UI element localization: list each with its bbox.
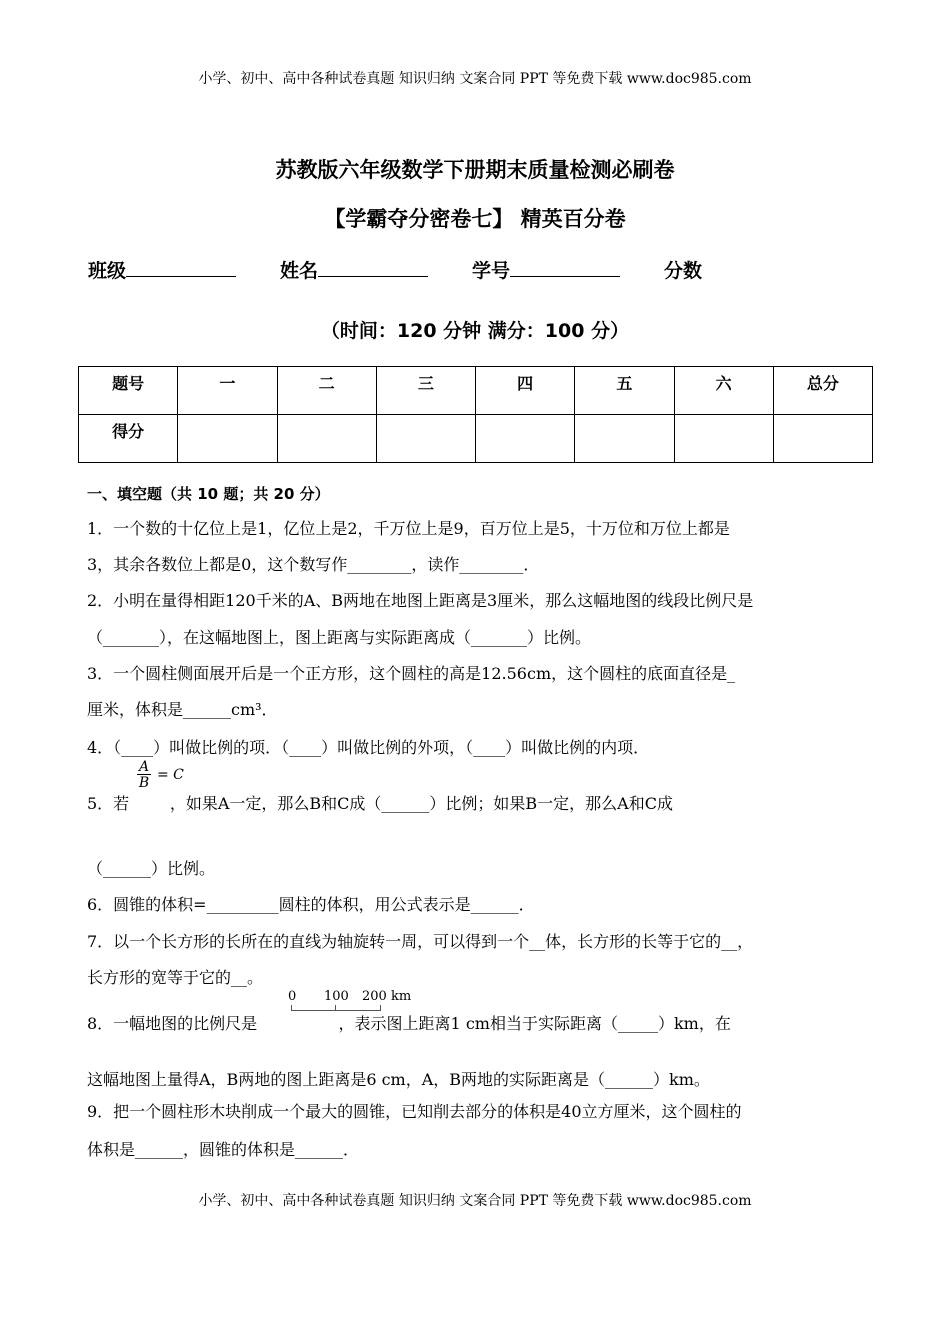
question-line: 7．以一个长方形的长所在的直线为轴旋转一周，可以得到一个__体，长方形的长等于它的__， [87, 932, 754, 951]
table-cell: 总分 [773, 367, 872, 415]
table-cell: 得分 [79, 415, 178, 463]
scale-label: 200 km [362, 989, 412, 1004]
question-line: 6．圆锥的体积=_________圆柱的体积，用公式表示是______． [87, 895, 535, 914]
question-line: 厘米，体积是______cm³． [87, 700, 278, 719]
question-line: 体积是______，圆锥的体积是______． [87, 1140, 360, 1159]
question-line: 这幅地图上量得A，B两地的图上距离是6 cm，A，B两地的实际距离是（______）km。 [87, 1070, 710, 1089]
class-field[interactable] [126, 256, 236, 277]
table-cell: 六 [674, 367, 773, 415]
id-label: 学号 [472, 260, 511, 282]
page-header: 小学、初中、高中各种试卷真题 知识归纳 文案合同 PPT 等免费下载 www.doc985.com [198, 71, 752, 87]
table-cell: 二 [277, 367, 376, 415]
question-line: 3，其余各数位上都是0，这个数写作________，读作________． [87, 555, 540, 574]
question-line: 4．（____）叫做比例的项．（____）叫做比例的外项，（____）叫做比例的内项． [87, 738, 650, 757]
score-cell[interactable] [277, 415, 376, 463]
question-line: 9．把一个圆柱形木块削成一个最大的圆锥，已知削去部分的体积是40立方厘米，这个圆柱的 [87, 1102, 742, 1121]
score-cell[interactable] [674, 415, 773, 463]
question-line: （_______），在这幅地图上，图上距离与实际距离成（_______）比例。 [87, 628, 592, 647]
scale-line [291, 1005, 381, 1011]
score-cell[interactable] [773, 415, 872, 463]
exam-subtitle: 【学霸夺分密卷七】 精英百分卷 [324, 207, 626, 231]
question-line: 2．小明在量得相距120千米的A、B两地在地图上距离是3厘米，那么这幅地图的线段比例尺是 [87, 591, 754, 610]
score-table [78, 366, 873, 463]
formula-rhs: = C [157, 767, 184, 783]
scale-bar [288, 989, 412, 1013]
time-info: （时间：120 分钟 满分：100 分） [320, 320, 630, 342]
exam-title: 苏教版六年级数学下册期末质量检测必刷卷 [275, 158, 675, 182]
name-label: 姓名 [280, 260, 319, 282]
table-cell: 三 [376, 367, 475, 415]
table-row [79, 415, 873, 463]
table-cell: 一 [178, 367, 277, 415]
table-cell: 五 [575, 367, 674, 415]
question-line: （______）比例。 [87, 859, 216, 878]
scale-label: 100 [324, 989, 349, 1004]
section-heading: 一、填空题（共 10 题；共 20 分） [87, 485, 330, 503]
scale-label: 0 [288, 989, 297, 1004]
name-field[interactable] [318, 256, 428, 277]
question-line: 8．一幅地图的比例尺是 ，表示图上距离1 cm相当于实际距离（_____）km，在 [87, 1014, 731, 1033]
page-footer: 小学、初中、高中各种试卷真题 知识归纳 文案合同 PPT 等免费下载 www.doc985.com [198, 1193, 752, 1209]
class-label: 班级 [88, 260, 127, 282]
formula-numerator: A [138, 759, 150, 775]
question-line: 长方形的宽等于它的__。 [87, 968, 264, 987]
table-header-row [79, 367, 873, 415]
student-info [88, 256, 702, 283]
table-cell: 题号 [79, 367, 178, 415]
question-line: 1．一个数的十亿位上是1，亿位上是2，千万位上是9，百万位上是5，十万位和万位上都是 [87, 519, 730, 538]
table-cell: 四 [476, 367, 575, 415]
question-line: 3．一个圆柱侧面展开后是一个正方形，这个圆柱的高是12.56cm，这个圆柱的底面直径是_ [87, 664, 736, 683]
score-label: 分数 [664, 260, 703, 282]
score-cell[interactable] [178, 415, 277, 463]
score-cell[interactable] [376, 415, 475, 463]
question-line: 5．若 ，如果A一定，那么B和C成（______）比例；如果B一定，那么A和C成 [87, 794, 673, 813]
score-cell[interactable] [575, 415, 674, 463]
scale-tick [335, 1005, 336, 1010]
id-field[interactable] [510, 256, 620, 277]
formula-denominator: B [138, 775, 150, 791]
formula [137, 759, 184, 791]
score-cell[interactable] [476, 415, 575, 463]
